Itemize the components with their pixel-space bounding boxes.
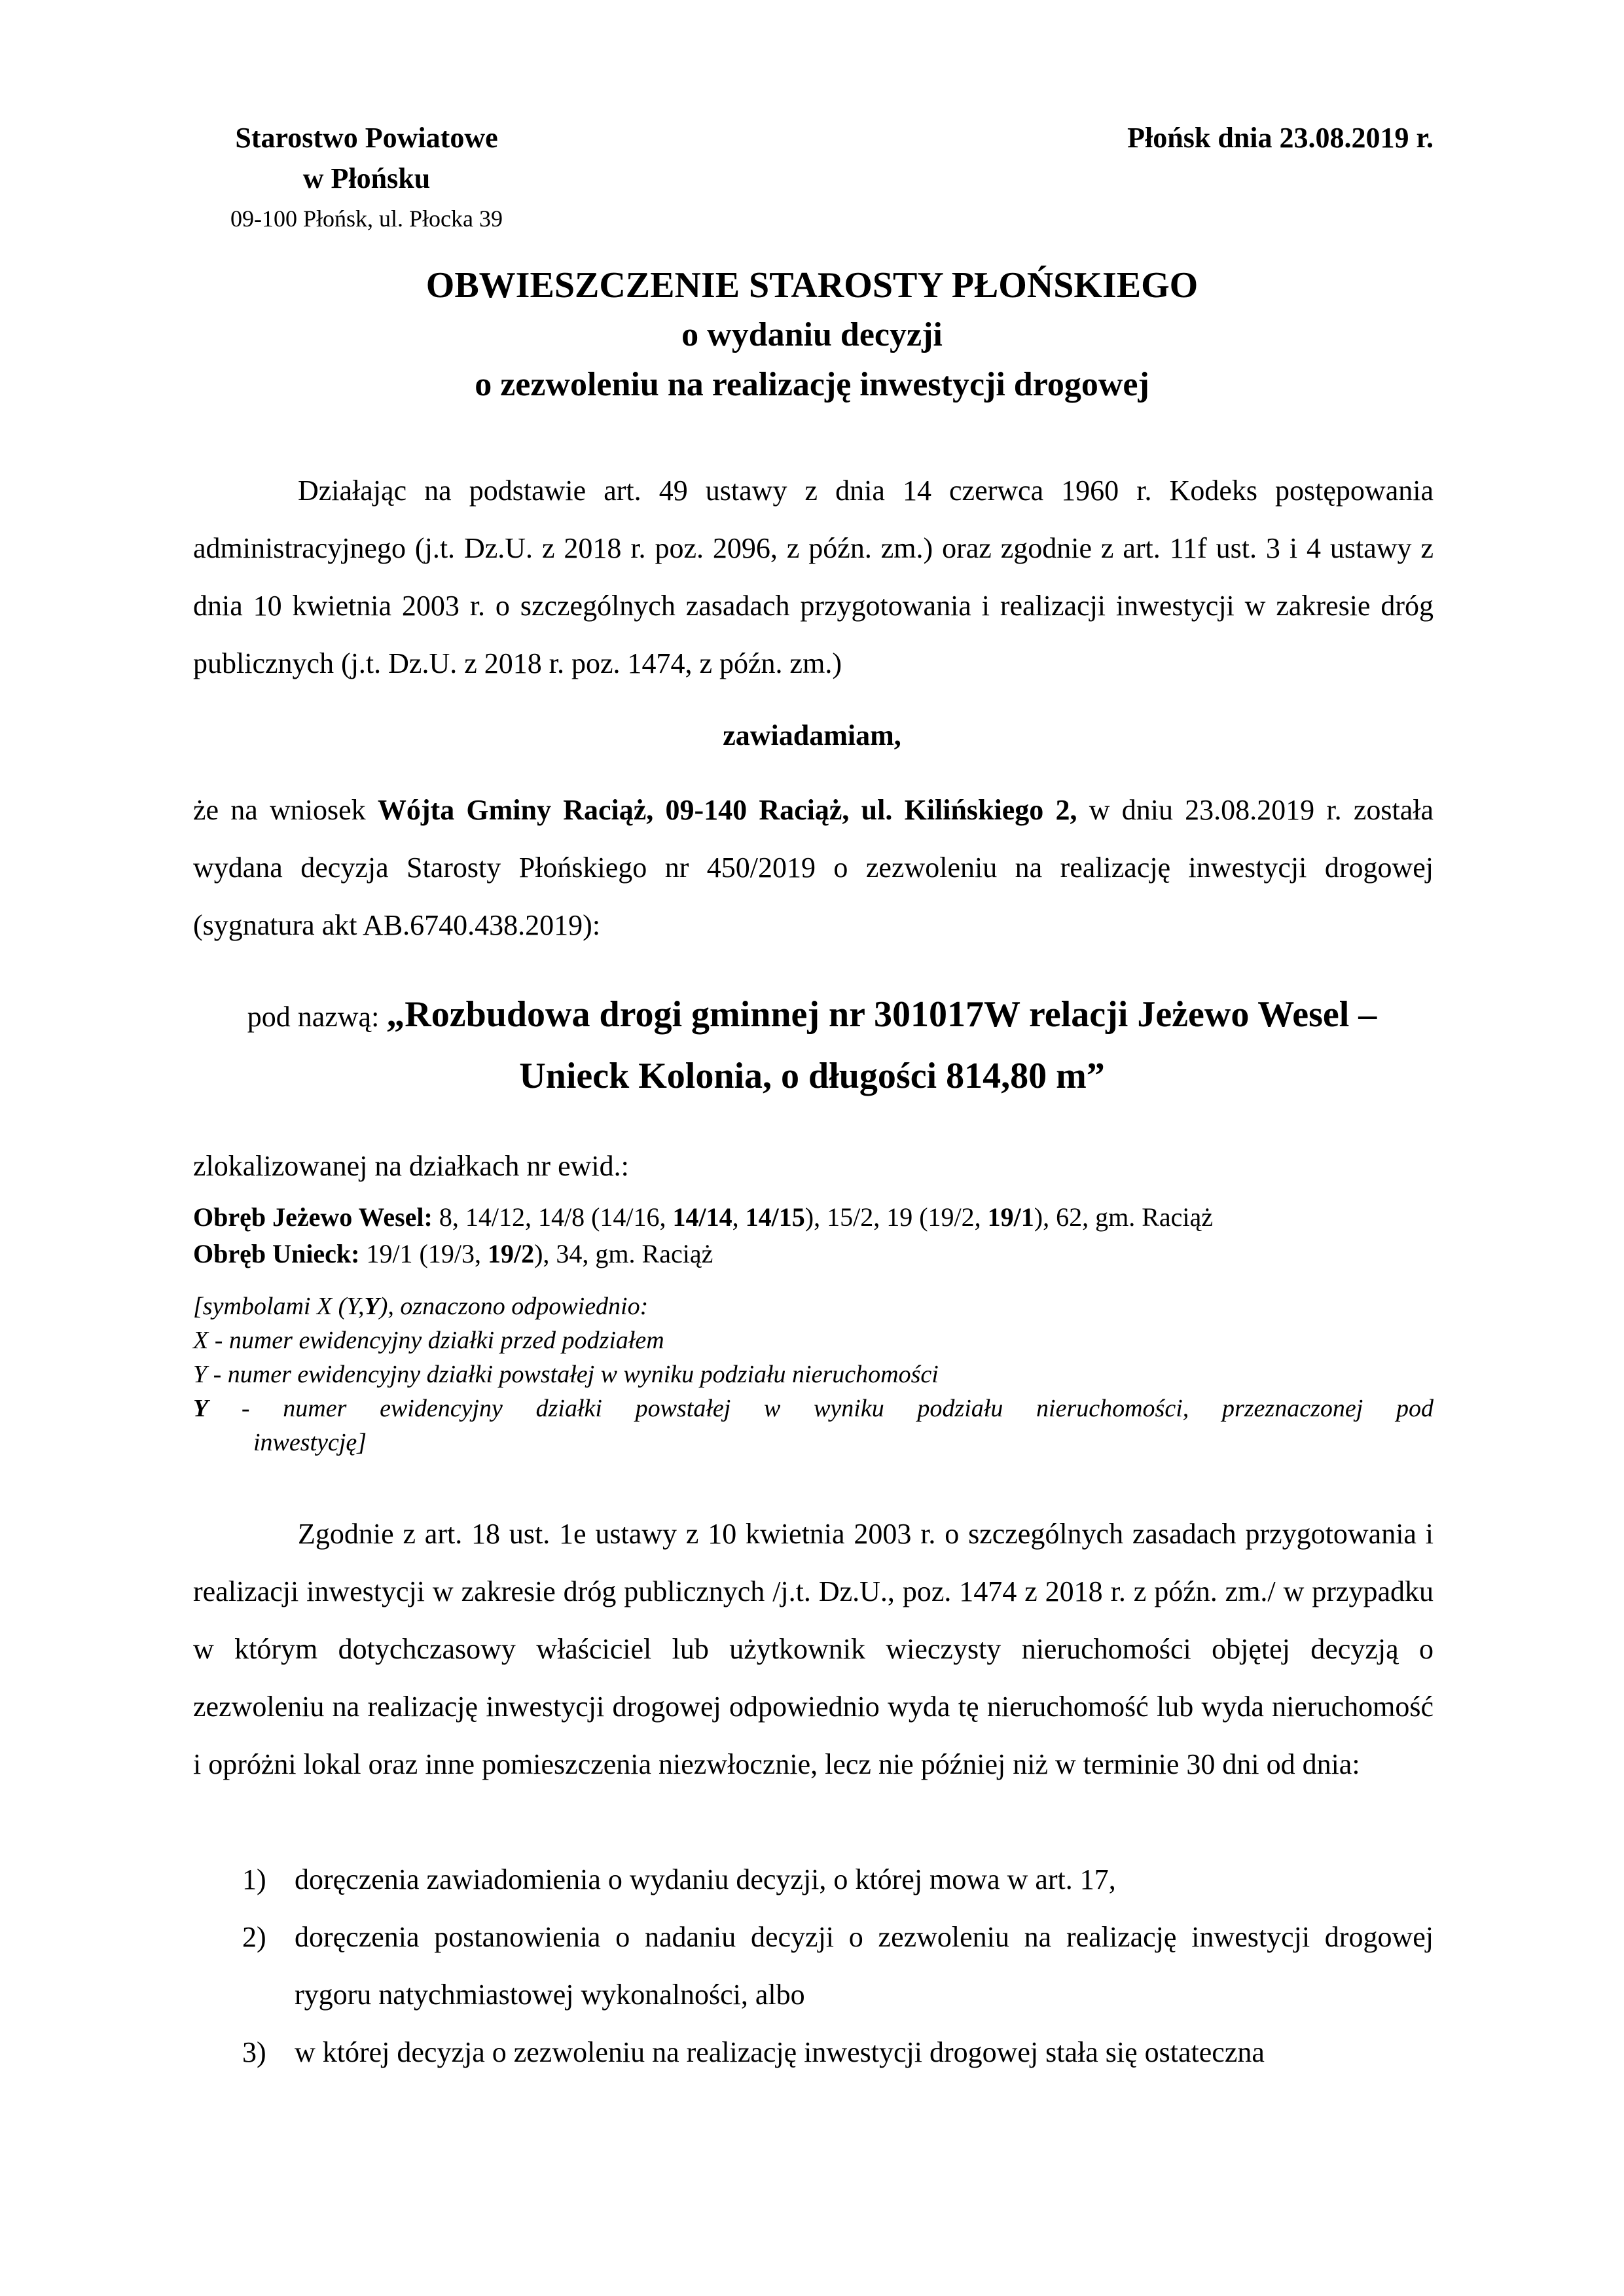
legend-intro: [symbolami X (Y,Y), oznaczono odpowiednio: — [193, 1293, 649, 1320]
precinct-label: Obręb Jeżewo Wesel: — [193, 1202, 433, 1232]
list-item-text: w której decyzja o zezwoleniu na realizację inwestycji drogowej stała się ostateczna — [295, 2036, 1265, 2068]
list-item-number: 3) — [242, 2036, 266, 2068]
title-line-1: OBWIESZCZENIE STAROSTY PŁOŃSKIEGO — [425, 265, 1199, 306]
legend-y-bold-cont: inwestycję] — [253, 1429, 367, 1456]
symbol-legend — [193, 1289, 1434, 1460]
parcel-numbers: ), 15/2, 19 (19/2, — [804, 1202, 988, 1232]
applicant: Wójta Gminy Raciąż, 09-140 Raciąż, ul. Kilińskiego 2, — [377, 794, 1077, 826]
investment-prefix: pod nazwą: — [247, 1001, 387, 1033]
list-item — [193, 1851, 1434, 1909]
date-conditions-list — [193, 1851, 1434, 2081]
issuer-name: Starostwo Powiatowe — [235, 122, 498, 154]
issuer-address: 09-100 Płońsk, ul. Płocka 39 — [230, 206, 503, 232]
list-item — [193, 2024, 1434, 2081]
parcel-row — [193, 1236, 1434, 1272]
decision-text-before: że na wniosek — [193, 794, 378, 826]
list-item-number: 1) — [242, 1863, 266, 1895]
parcel-numbers: ), 62, gm. Raciąż — [1034, 1202, 1214, 1232]
title-line-2: o wydaniu decyzji — [681, 316, 943, 353]
notice-word: zawiadamiam, — [723, 719, 901, 751]
parcel-numbers: 8, 14/12, 14/8 (14/16, — [432, 1202, 673, 1232]
list-item-text: doręczenia zawiadomienia o wydaniu decyzji, o której mowa w art. 17, — [295, 1863, 1116, 1895]
parcel-list — [193, 1199, 1434, 1272]
parcel-numbers: , — [732, 1202, 746, 1232]
parcel-row — [193, 1199, 1434, 1236]
location-intro: zlokalizowanej na działkach nr ewid.: — [193, 1150, 629, 1182]
parcel-numbers: 14/15 — [745, 1202, 805, 1232]
parcel-numbers: 19/2 — [487, 1239, 535, 1268]
list-item-text: doręczenia postanowienia o nadaniu decyzji o zezwoleniu na realizację inwestycji drogowej rygoru natychmiastowej wykonalności, albo — [295, 1921, 1434, 2011]
decision-paragraph — [193, 781, 1434, 954]
list-item-number: 2) — [242, 1921, 266, 1953]
investment-name-line-2: Unieck Kolonia, o długości 814,80 m” — [519, 1056, 1105, 1096]
decision-text-after: w dniu 23.08.2019 r. została wydana decyzja Starosty Płońskiego nr 450/2019 o zezwoleniu na realizację inwestycji drogowej (sygnatura akt AB.6740.438.2019): — [193, 794, 1434, 941]
legend-y: Y - numer ewidencyjny działki powstałej w wyniku podziału nieruchomości — [193, 1361, 939, 1388]
parcel-numbers: ), 34, gm. Raciąż — [534, 1239, 713, 1268]
issuer-city: w Płońsku — [302, 162, 431, 194]
precinct-label: Obręb Unieck: — [193, 1239, 360, 1268]
investment-name-block — [0, 988, 1624, 1111]
document-title — [0, 260, 1624, 410]
parcel-numbers: 14/14 — [672, 1202, 732, 1232]
parcel-numbers: 19/1 — [987, 1202, 1034, 1232]
issuer-block — [170, 118, 563, 238]
legend-x: X - numer ewidencyjny działki przed podziałem — [193, 1327, 664, 1354]
article-paragraph: Zgodnie z art. 18 ust. 1e ustawy z 10 kwietnia 2003 r. o szczególnych zasadach przygotowania i realizacji inwestycji w zakresie dróg publicznych /j.t. Dz.U., poz. 1474 z 2018 r. z późn. zm./ w przypadku w którym dotychczasowy właściciel lub użytkownik wieczysty nieruchomości objętej decyzją o zezwoleniu na realizację inwestycji drogowej odpowiednio wyda tę nieruchomość lub wyda nieruchomość i opróżni lokal oraz inne pomieszczenia niezwłocznie, lecz nie później niż w terminie 30 dni od dnia: — [193, 1518, 1434, 1780]
legend-y-bold: Y - numer ewidencyjny działki powstałej w wyniku podziału nieruchomości, przeznaczonej pod — [193, 1395, 1434, 1422]
investment-name-line-1: „Rozbudowa drogi gminnej nr 301017W relacji Jeżewo Wesel – — [386, 994, 1377, 1035]
list-item — [193, 1909, 1434, 2024]
parcel-numbers: 19/1 (19/3, — [359, 1239, 488, 1268]
intro-paragraph: Działając na podstawie art. 49 ustawy z dnia 14 czerwca 1960 r. Kodeks postępowania administracyjnego (j.t. Dz.U. z 2018 r. poz. 2096, z późn. zm.) oraz zgodnie z art. 11f ust. 3 i 4 ustawy z dnia 10 kwietnia 2003 r. o szczególnych zasadach przygotowania i realizacji inwestycji w zakresie dróg publicznych (j.t. Dz.U. z 2018 r. poz. 1474, z późn. zm.) — [193, 475, 1434, 679]
title-line-3: o zezwoleniu na realizację inwestycji drogowej — [475, 366, 1149, 403]
place-date: Płońsk dnia 23.08.2019 r. — [1127, 122, 1434, 154]
